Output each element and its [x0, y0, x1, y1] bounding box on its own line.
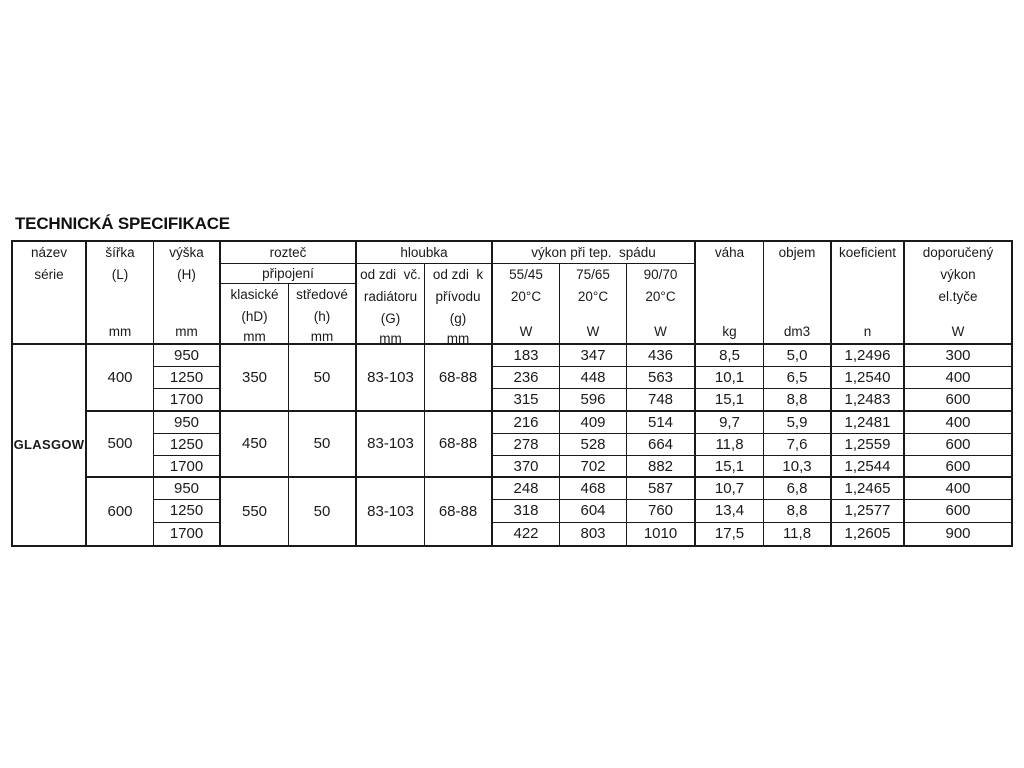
- header-label: objem: [778, 245, 816, 260]
- cell-vaha: 8,5: [696, 345, 764, 367]
- cell-vyska: 1700: [154, 456, 221, 478]
- header-label: (g): [449, 311, 467, 326]
- cell-od-zdi-vc: 83-103: [357, 478, 425, 545]
- cell-w5545: 278: [493, 434, 560, 456]
- cell-koeficient: 1,2540: [832, 367, 905, 389]
- header-label: výkon: [940, 267, 976, 282]
- cell-w9070: 563: [627, 367, 696, 389]
- cell-w5545: 236: [493, 367, 560, 389]
- cell-objem: 5,9: [764, 412, 832, 434]
- header-cell-roztec-group: rozteč: [221, 242, 357, 264]
- cell-vaha: 9,7: [696, 412, 764, 434]
- cell-dop-vykon: 600: [905, 500, 1011, 522]
- cell-koeficient: 1,2483: [832, 389, 905, 411]
- cell-dop-vykon: 400: [905, 478, 1011, 500]
- header-cell-objem: [764, 242, 832, 345]
- cell-w7565: 702: [560, 456, 627, 478]
- cell-vaha: 13,4: [696, 500, 764, 522]
- cell-vyska: 1250: [154, 500, 221, 522]
- cell-koeficient: 1,2481: [832, 412, 905, 434]
- cell-dop-vykon: 600: [905, 434, 1011, 456]
- cell-dop-vykon: 400: [905, 412, 1011, 434]
- cell-od-zdi-k: 68-88: [425, 478, 493, 545]
- header-cell-pripojeni: připojení: [221, 264, 357, 284]
- cell-vyska: 1250: [154, 367, 221, 389]
- cell-dop-vykon: 600: [905, 456, 1011, 478]
- cell-w7565: 468: [560, 478, 627, 500]
- unit-label: n: [863, 324, 872, 339]
- cell-sirka: 600: [87, 478, 154, 545]
- cell-vyska: 950: [154, 345, 221, 367]
- cell-dop-vykon: 600: [905, 389, 1011, 411]
- header-cell-doporuceny: [905, 242, 1011, 345]
- cell-w5545: 422: [493, 523, 560, 545]
- cell-w5545: 318: [493, 500, 560, 522]
- header-label: (hD): [241, 309, 268, 324]
- header-label: středové: [296, 287, 348, 302]
- cell-objem: 11,8: [764, 523, 832, 545]
- header-label: výška: [169, 245, 204, 260]
- header-label: 20°C: [645, 289, 676, 304]
- cell-koeficient: 1,2496: [832, 345, 905, 367]
- header-label: název: [30, 245, 68, 260]
- unit-label: mm: [175, 324, 198, 339]
- cell-klasicke: 450: [221, 412, 289, 479]
- unit-label: mm: [310, 329, 334, 344]
- header-cell-od-zdi-k: [425, 264, 493, 345]
- cell-vaha: 15,1: [696, 456, 764, 478]
- header-label: série: [34, 267, 64, 282]
- header-label: 20°C: [510, 289, 542, 304]
- cell-w5545: 216: [493, 412, 560, 434]
- cell-koeficient: 1,2577: [832, 500, 905, 522]
- cell-dop-vykon: 900: [945, 525, 971, 543]
- header-label: 75/65: [576, 267, 610, 282]
- cell-w9070: 748: [627, 389, 696, 411]
- unit-label: W: [519, 324, 533, 339]
- cell-sirka: 500: [87, 412, 154, 479]
- header-label: doporučený: [922, 245, 994, 260]
- cell-od-zdi-k: 68-88: [425, 412, 493, 479]
- header-label: 55/45: [509, 267, 543, 282]
- header-label: 90/70: [643, 267, 678, 282]
- header-cell-od-zdi-vc: [357, 264, 425, 345]
- cell-vyska: 1700: [154, 523, 221, 545]
- cell-objem: 10,3: [764, 456, 832, 478]
- series-name-cell: GLASGOW: [13, 345, 87, 545]
- cell-od-zdi-vc: 83-103: [357, 345, 425, 412]
- header-cell-vykon-group: výkon při tep. spádu: [493, 242, 696, 264]
- cell-w7565: 596: [560, 389, 627, 411]
- cell-w7565: 604: [560, 500, 627, 522]
- cell-objem: 7,6: [764, 434, 832, 456]
- cell-vyska: 950: [154, 412, 221, 434]
- cell-w7565: 803: [560, 523, 627, 545]
- page-title: TECHNICKÁ SPECIFIKACE: [15, 214, 230, 233]
- header-label: (h): [313, 309, 331, 324]
- header-label: (H): [177, 267, 196, 282]
- unit-label: mm: [243, 329, 266, 344]
- header-cell-spad-5545: [493, 264, 560, 345]
- header-cell-klasicke: [221, 284, 289, 345]
- cell-w5545: 370: [493, 456, 560, 478]
- header-label: váha: [714, 245, 745, 260]
- cell-w5545: 248: [493, 478, 560, 500]
- unit-label: dm3: [783, 324, 811, 339]
- header-cell-nazev-serie: [13, 242, 87, 345]
- cell-klasicke: 350: [221, 345, 289, 412]
- cell-koeficient: 1,2605: [832, 523, 905, 545]
- cell-objem: 6,8: [764, 478, 832, 500]
- header-label: radiátoru: [363, 289, 418, 304]
- cell-od-zdi-k: 68-88: [425, 345, 493, 412]
- header-label: klasické: [230, 287, 279, 302]
- cell-objem: 8,8: [764, 389, 832, 411]
- cell-od-zdi-vc: 83-103: [357, 412, 425, 479]
- spec-table: [11, 240, 1013, 547]
- header-label: (G): [380, 311, 401, 326]
- cell-vyska: 950: [154, 478, 221, 500]
- unit-label: W: [951, 324, 965, 339]
- header-cell-koeficient: [832, 242, 905, 345]
- cell-objem: 5,0: [764, 345, 832, 367]
- cell-vaha: 10,1: [696, 367, 764, 389]
- cell-klasicke: 550: [221, 478, 289, 545]
- unit-label: mm: [446, 331, 470, 345]
- cell-stredove: 50: [289, 345, 357, 412]
- unit-label: mm: [108, 324, 132, 339]
- unit-label: mm: [379, 331, 402, 345]
- header-cell-spad-9070: [627, 264, 696, 345]
- cell-koeficient: 1,2559: [832, 434, 905, 456]
- cell-w9070: 514: [627, 412, 696, 434]
- header-label: koeficient: [838, 245, 897, 260]
- header-label: (L): [111, 267, 129, 282]
- cell-w9070: 436: [627, 345, 696, 367]
- cell-objem: 6,5: [764, 367, 832, 389]
- cell-w9070: 760: [627, 500, 696, 522]
- cell-w7565: 528: [560, 434, 627, 456]
- header-cell-sirka: [87, 242, 154, 345]
- header-cell-vyska: [154, 242, 221, 345]
- cell-vaha: 10,7: [696, 478, 764, 500]
- cell-w9070: 882: [627, 456, 696, 478]
- cell-koeficient: 1,2465: [832, 478, 905, 500]
- cell-vaha: 11,8: [696, 434, 764, 456]
- cell-w5545: 183: [493, 345, 560, 367]
- header-cell-hloubka-group: hloubka: [357, 242, 493, 264]
- header-cell-spad-7565: [560, 264, 627, 345]
- cell-w9070: 587: [627, 478, 696, 500]
- cell-objem: 8,8: [764, 500, 832, 522]
- cell-vyska: 1700: [154, 389, 221, 411]
- unit-label: W: [654, 324, 667, 339]
- cell-vyska: 1250: [154, 434, 221, 456]
- cell-dop-vykon: 300: [905, 345, 1011, 367]
- cell-stredove: 50: [289, 478, 357, 545]
- cell-stredove: 50: [289, 412, 357, 479]
- cell-w9070: 664: [627, 434, 696, 456]
- header-label: od zdi vč.: [360, 267, 421, 282]
- cell-w9070: 1010: [627, 523, 696, 545]
- header-label: šířka: [105, 245, 135, 260]
- header-label: el.tyče: [938, 289, 978, 304]
- unit-label: W: [586, 324, 600, 339]
- cell-dop-vykon: 400: [905, 367, 1011, 389]
- cell-vaha: 17,5: [696, 523, 764, 545]
- header-label: od zdi k: [432, 267, 484, 282]
- cell-vaha: 15,1: [696, 389, 764, 411]
- header-cell-stredove: [289, 284, 357, 345]
- cell-w7565: 347: [560, 345, 627, 367]
- cell-w7565: 448: [560, 367, 627, 389]
- header-label: přívodu: [435, 289, 481, 304]
- header-label: 20°C: [577, 289, 609, 304]
- unit-label: kg: [722, 324, 737, 339]
- cell-sirka: 400: [87, 345, 154, 412]
- cell-w5545: 315: [493, 389, 560, 411]
- cell-koeficient: 1,2544: [832, 456, 905, 478]
- header-cell-vaha: [696, 242, 764, 345]
- cell-w7565: 409: [560, 412, 627, 434]
